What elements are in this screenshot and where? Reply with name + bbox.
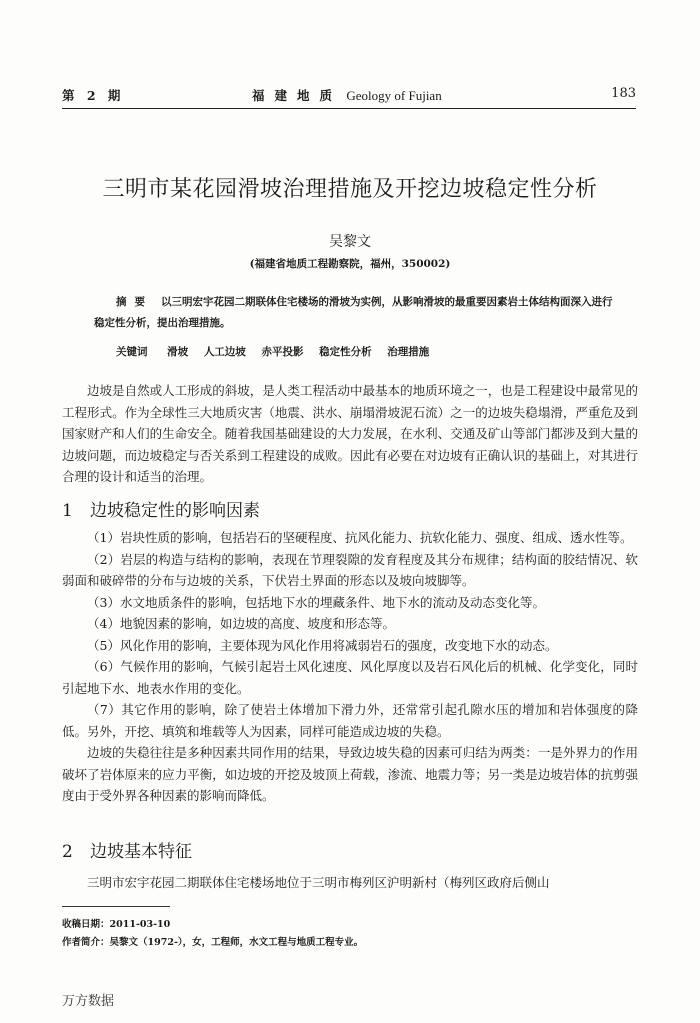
author-affiliation: (福建省地质工程勘察院，福州，350002) (249, 258, 451, 270)
paragraph: 边坡的失稳往往是多种因素共同作用的结果，导致边坡失稳的因素可归结为两类：一是外界力的作用破坏了岩体原来的应力平衡，如边坡的开挖及坡顶上荷载，渗流、地震力等；另一类是边坡岩体的抗剪强度由于受外界各种因素的影响而降低。 (62, 745, 638, 803)
paragraph: （2）岩层的构造与结构的影响，表现在节理裂隙的发育程度及其分布规律；结构面的胶结情况、软弱面和破碎带的分布与边坡的关系，下伏岩土界面的形态以及坡向坡脚等。 (62, 551, 638, 588)
journal-name-en: Geology of Fujian (346, 88, 442, 103)
section-1-heading (62, 496, 260, 521)
section-number: 2 (62, 842, 73, 862)
footnote-divider (62, 906, 170, 907)
keywords-label: 关键词 (116, 346, 148, 358)
keyword: 人工边坡 (203, 346, 246, 358)
header-divider (62, 108, 636, 109)
source-watermark: 万方数据 (62, 994, 115, 1009)
abstract-label: 摘要 (116, 296, 153, 308)
section-title: 边坡基本特征 (90, 842, 192, 862)
paragraph: （5）风化作用的影响，主要体现为风化作用将减弱岩石的强度，改变地下水的动态。 (87, 637, 558, 653)
received-date: 收稿日期：2011-03-10 (62, 919, 171, 930)
introduction (62, 380, 638, 488)
paragraph: 三明市宏宇花园二期联体住宅楼场地位于三明市梅列区沪明新村（梅列区政府后侧山 (87, 875, 550, 890)
journal-name-cn: 福建地质 (252, 88, 343, 103)
abstract-text: 以三明宏宇花园二期联体住宅楼场的滑坡为实例，从影响滑坡的最重要因素岩土体结构面深入进行稳定性分析，提出治理措施。 (94, 296, 613, 329)
paragraph: （7）其它作用的影响，除了使岩土体增加下滑力外，还常常引起孔隙水压的增加和岩体强度的降低。另外，开挖、填筑和堆载等人为因素，同样可能造成边坡的失稳。 (62, 702, 638, 739)
paper-title: 三明市某花园滑坡治理措施及开挖边坡稳定性分析 (102, 177, 598, 202)
intro-paragraph: 边坡是自然或人工形成的斜坡，是人类工程活动中最基本的地质环境之一，也是工程建设中最常见的工程形式。作为全球性三大地质灾害（地震、洪水、崩塌滑坡泥石流）之一的边坡失稳塌滑，严重危及到国家财产和人们的生命安全。随着我国基础建设的大力发展，在水利、交通及矿山等部门都涉及到大量的边坡问题，而边坡稳定与否关系到工程建设的成败。因此有必要在对边坡有正确认识的基础上，对其进行合理的设计和适当的治理。 (62, 383, 638, 484)
journal-name (252, 86, 442, 104)
section-1-body (62, 527, 638, 807)
paragraph: （1）岩块性质的影响，包括岩石的坚硬程度、抗风化能力、抗软化能力、强度、组成、透水性等。 (87, 530, 633, 545)
keyword: 稳定性分析 (319, 346, 372, 358)
paragraph: （6）气候作用的影响，气候引起岩土风化速度、风化厚度以及岩石风化后的机械、化学变化，同时引起地下水、地表水作用的变化。 (62, 659, 638, 696)
section-2-body (62, 872, 638, 894)
author-name: 吴黎文 (329, 234, 371, 250)
abstract (94, 292, 614, 334)
keywords (116, 344, 616, 359)
section-number: 1 (62, 501, 73, 521)
keyword: 赤平投影 (261, 346, 304, 358)
keyword: 治理措施 (387, 346, 430, 358)
footnotes (62, 916, 638, 952)
running-header (62, 86, 636, 106)
keyword: 滑坡 (167, 346, 189, 358)
section-title: 边坡稳定性的影响因素 (90, 501, 260, 521)
paragraph: （3）水文地质条件的影响，包括地下水的埋藏条件、地下水的流动及动态变化等。 (87, 594, 545, 610)
page-number: 183 (611, 86, 636, 101)
section-2-heading (62, 837, 192, 862)
paragraph: （4）地貌因素的影响，如边坡的高度、坡度和形态等。 (87, 616, 395, 631)
author-bio: 作者简介：吴黎文（1972-），女，工程师，水文工程与地质工程专业。 (62, 937, 364, 948)
issue-number: 第 2 期 (62, 88, 125, 103)
